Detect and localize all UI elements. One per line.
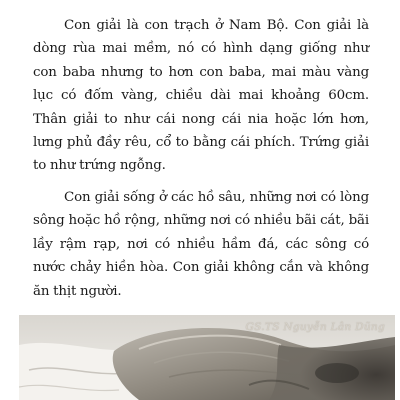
turtle-photo xyxy=(19,315,395,400)
paragraph-description: Con giải là con trạch ở Nam Bộ. Con giải là dòng rùa mai mềm, nó có hình dạng giống như con baba nhưng to hơn con baba, mai màu vàng lục có đốm vàng, chiều dài mai khoảng 60cm. Thân giải to như cái nong cái nia hoặc lớn hơn, lưng phủ đầy rêu, cổ to bằng cái phích. Trứng giải to như trứng ngỗng. xyxy=(33,18,369,174)
photo-credit: GS.TS Nguyễn Lân Dũng xyxy=(245,321,385,333)
paragraph-habitat: Con giải sống ở các hồ sâu, những nơi có lòng sông hoặc hồ rộng, những nơi có nhiều bãi cát, bãi lầy rậm rạp, nơi có nhiều hầm đá, các sông có nước chảy hiền hòa. Con giải không cắn và không ăn thịt người. xyxy=(33,190,369,299)
